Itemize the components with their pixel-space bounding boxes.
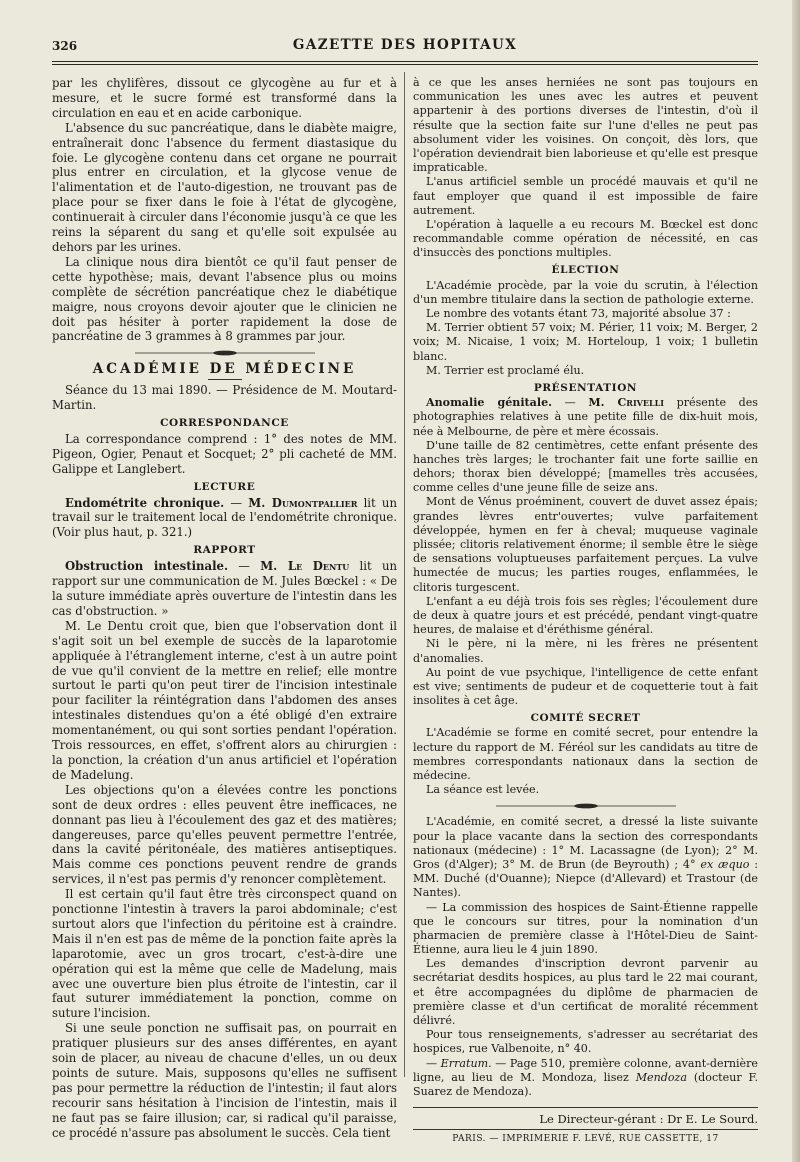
paragraph: Le nombre des votants étant 73, majorité absolue 37 : <box>426 307 731 320</box>
presentation-paragraph <box>413 396 758 439</box>
paragraph: Il est certain qu'il faut être très circonspect quand on ponctionne l'intestin à travers la paroi abdominale; c'est surtout alors que l'infection du péritoine est à craindre. Mais il n'en est pas de même de la ponction faite après la laparotomie, avec un gros trocart, c'est-à-dire une opération qui est la même que celle de Madelung, mais avec une ouverture bien plus étroite de l'intestin, car il faut suturer immédiatement la ponction, comme on suture l'incision. <box>52 887 397 1021</box>
gerant-line: Le Directeur-gérant : Dr E. Le Sourd. <box>413 1107 758 1126</box>
lecture-lead: Endométrite chronique. <box>65 495 225 510</box>
paragraph: L'Académie procède, par la voie du scrutin, à l'élection d'un membre titulaire dans la section de pathologie externe. <box>413 278 758 306</box>
liste-paragraph <box>413 815 758 900</box>
paragraph: L'Académie se forme en comité secret, pour entendre la lecture du rapport de M. Féréol sur les candidats au titre de membres correspondants nationaux dans la section de médecine. <box>413 726 758 782</box>
subhead-comite-secret: COMITÉ SECRET <box>530 712 641 725</box>
paragraph: Mont de Vénus proéminent, couvert de duvet assez épais; grandes lèvres entr'ouvertes; vulve parfaitement développée, hymen en fer à cheval; muqueuse vaginale plissée; clitoris relativement énorme; il semble être le siège de sensations voluptueuses parfaitement perçues. La vulve humectée de mucus; les parties rouges, enflammées, le clitoris turgescent. <box>413 495 758 594</box>
rapport-paragraph <box>52 559 397 619</box>
paragraph: La correspondance comprend : 1° des notes de MM. Pigeon, Ogier, Penaut et Socquet; 2° pli cacheté de MM. Galippe et Langlebert. <box>52 431 397 476</box>
subhead-presentation: PRÉSENTATION <box>533 381 638 394</box>
page-number: 326 <box>52 39 78 53</box>
dash: — <box>224 495 249 510</box>
erratum-text: — Page 510, première colonne, avant-dernière ligne, au lieu de M. Mondoza, lisez <box>413 1056 758 1084</box>
page-binding-edge <box>792 0 800 1162</box>
presentation-text: présente des photographies relatives à une petite fille de dix-huit mois, née à Melbourne, de père et mère écossais. <box>413 396 758 438</box>
header-rule-top <box>52 61 758 62</box>
rapport-text: lit un rapport sur une communication de M. Jules Bœckel : « De la suture immédiate après ouverture de l'intestin dans les cas d'obstruction. » <box>52 559 397 618</box>
section-title-academie: ACADÉMIE DE MÉDECINE <box>92 361 357 378</box>
seance-line: Séance du 13 mai 1890. — Présidence de M. Moutard-Martin. <box>52 383 397 413</box>
rapport-lead: Obstruction intestinale. <box>65 559 229 574</box>
paragraph: M. Terrier obtient 57 voix; M. Périer, 11 voix; M. Berger, 2 voix; M. Nicaise, 1 voix; M. Horteloup, 1 voix; 1 bulletin blanc. <box>413 321 758 363</box>
running-title: GAZETTE DES HOPITAUX <box>292 37 518 53</box>
paragraph: Ni le père, ni la mère, ni les frères ne présentent d'anomalies. <box>413 637 758 665</box>
lecture-author: M. Dumontpallier <box>248 495 358 510</box>
paragraph: par les chylifères, dissout ce glycogène au fur et à mesure, et le sucre formé est transformé dans la circulation en eau et en acide carbonique. <box>52 76 397 120</box>
erratum-label: Erratum. <box>440 1056 492 1070</box>
rapport-author: M. Le Dentu <box>260 559 350 574</box>
subhead-lecture: LECTURE <box>193 480 256 493</box>
ornament-divider <box>135 350 315 356</box>
dash: — <box>552 396 589 410</box>
paragraph: L'absence du suc pancréatique, dans le diabète maigre, entraînerait donc l'absence du ferment diastasique du foie. Le glycogène contenu dans cet organe ne pourrait plus entrer en circulation, et la glycose venue de l'alimentation et de l'auto-digestion, ne trouvant pas de place pour se fixer dans le foie à l'état de glycogène, continuerait à circuler dans l'économie jusqu'à ce que les reins la séparent du sang et qu'elle soit expulsée au dehors par les urines. <box>52 120 397 254</box>
short-rule <box>208 379 242 380</box>
liste-text-end: : MM. Duché (d'Ouanne); Niepce (d'Allevard) et Trastour (de Nantes). <box>413 857 758 900</box>
paragraph: M. Terrier est proclamé élu. <box>426 363 585 377</box>
paragraph: — La commission des hospices de Saint-Étienne rappelle que le concours sur titres, pour la nomination d'un pharmacien de première classe à l'Hôtel-Dieu de Saint-Étienne, aura lieu le 4 juin 1890. <box>413 900 758 957</box>
right-column <box>413 76 758 1147</box>
subhead-rapport: RAPPORT <box>193 544 256 557</box>
presentation-author: M. Crivelli <box>588 396 664 410</box>
ex-aequo: ex æquo <box>700 857 750 871</box>
header-rule-bottom <box>52 64 758 65</box>
left-column <box>52 76 397 1141</box>
column-divider <box>404 72 405 1077</box>
lecture-text: lit un travail sur le traitement local de l'endométrite chronique. (Voir plus haut, p. 321.) <box>52 495 397 540</box>
erratum-name: Mendoza <box>635 1070 687 1084</box>
paragraph: à ce que les anses herniées ne sont pas toujours en communication les unes avec les autres et peuvent appartenir à des portions diverses de l'intestin, d'où il résulte que la section faite sur l'une d'elles ne peut pas absolument vider les voisines. On conçoit, dès lors, que l'opération deviendrait bien laborieuse et qu'elle est presque impraticable. <box>413 76 758 175</box>
ornament-divider <box>496 803 676 809</box>
paragraph: Les objections qu'on a élevées contre les ponctions sont de deux ordres : elles peuvent être inefficaces, ne donnant pas lieu à l'écoulement des gaz et des matières; dangereuses, parce qu'elles peuvent permettre l'entrée, dans la cavité péritonéale, des matières antiseptiques. Mais comme ces ponctions peuvent rendre de grands services, il n'est pas permis d'y renoncer complètement. <box>52 782 397 887</box>
printer-line: PARIS. — IMPRIMERIE F. LEVÉ, RUE CASSETTE, 17 <box>413 1129 758 1146</box>
paragraph: Au point de vue psychique, l'intelligence de cette enfant est vive; sentiments de pudeur et de coquetterie tout à fait insolites à cet âge. <box>413 665 758 708</box>
paragraph: L'enfant a eu déjà trois fois ses règles; l'écoulement dure de deux à quatre jours et est précédé, pendant vingt-quatre heures, de malaise et d'éréthisme général. <box>413 594 758 637</box>
subhead-election: ÉLECTION <box>551 264 620 277</box>
paragraph: M. Le Dentu croit que, bien que l'observation dont il s'agit soit un bel exemple de succès de la laparotomie appliquée à l'étranglement interne, c'est à un autre point de vue qu'il convient de la mettre en relief; elle montre surtout le parti qu'on peut tirer de l'incision intestinale pour faciliter la réintégration dans l'abdomen des anses intestinales distendues qu'on a été obligé d'en extraire momentanément, ou qui sont sorties pendant l'opération. Trois ressources, en effet, s'offrent alors au chirurgien : la ponction, la création d'un anus artificiel et l'opération de Madelung. <box>52 618 397 782</box>
lecture-paragraph <box>52 496 397 541</box>
paragraph: La séance est levée. <box>426 783 540 797</box>
paragraph: Pour tous renseignements, s'adresser au secrétariat des hospices, rue Valbenoite, n° 40. <box>413 1028 758 1056</box>
presentation-lead: Anomalie génitale. <box>426 396 552 410</box>
paragraph: L'opération à laquelle a eu recours M. Bœckel est donc recommandable comme opération de nécessité, en cas d'insuccès des ponctions multiples. <box>413 217 758 260</box>
dash: — <box>426 1056 441 1070</box>
paragraph: La clinique nous dira bientôt ce qu'il faut penser de cette hypothèse; mais, devant l'absence plus ou moins complète de sécrétion pancréatique chez le diabétique maigre, nous croyons devoir ajouter que le clinicien ne doit pas hésiter à porter rapidement la dose de pancréatine de 3 grammes à 8 grammes par jour. <box>52 254 397 344</box>
paragraph: Si une seule ponction ne suffisait pas, on pourrait en pratiquer plusieurs sur des anses différentes, en ayant soin de placer, au niveau de chacune d'elles, un ou deux points de suture. Mais, supposons qu'elles ne suffisent pas pour permettre la réduction de l'intestin; il faut alors recourir sans hésitation à l'incision de l'intestin, mais il ne faut pas se faire illusion; car, si radical qu'il paraisse, ce procédé n'assure pas absolument le succès. Cela tient <box>52 1021 397 1140</box>
dash: — <box>228 559 261 574</box>
page-header <box>52 34 758 56</box>
erratum-paragraph <box>413 1057 758 1100</box>
erratum-text-end: (docteur F. Suarez de Mendoza). <box>413 1070 758 1098</box>
paragraph: Les demandes d'inscription devront parvenir au secrétariat desdits hospices, au plus tard le 22 mai courant, et être accompagnées du diplôme de pharmacien de première classe et d'un certificat de moralité récemment délivré. <box>413 957 758 1027</box>
subhead-correspondance: CORRESPONDANCE <box>160 417 289 430</box>
liste-text: L'Académie, en comité secret, a dressé la liste suivante pour la place vacante dans la section des correspondants nationaux (médecine) : 1° M. Lacassagne (de Lyon); 2° M. Gros (d'Alger); 3° M. de Brun (de Beyrouth) ; 4° <box>413 815 758 871</box>
paragraph: D'une taille de 82 centimètres, cette enfant présente des hanches très larges; le trochanter fait une forte saillie en dehors; thorax bien développé; [mamelles très accusées, comme celles d'une jeune fille de seize ans. <box>413 438 758 495</box>
paragraph: L'anus artificiel semble un procédé mauvais et qu'il ne faut employer que quand il est impossible de faire autrement. <box>413 175 758 217</box>
